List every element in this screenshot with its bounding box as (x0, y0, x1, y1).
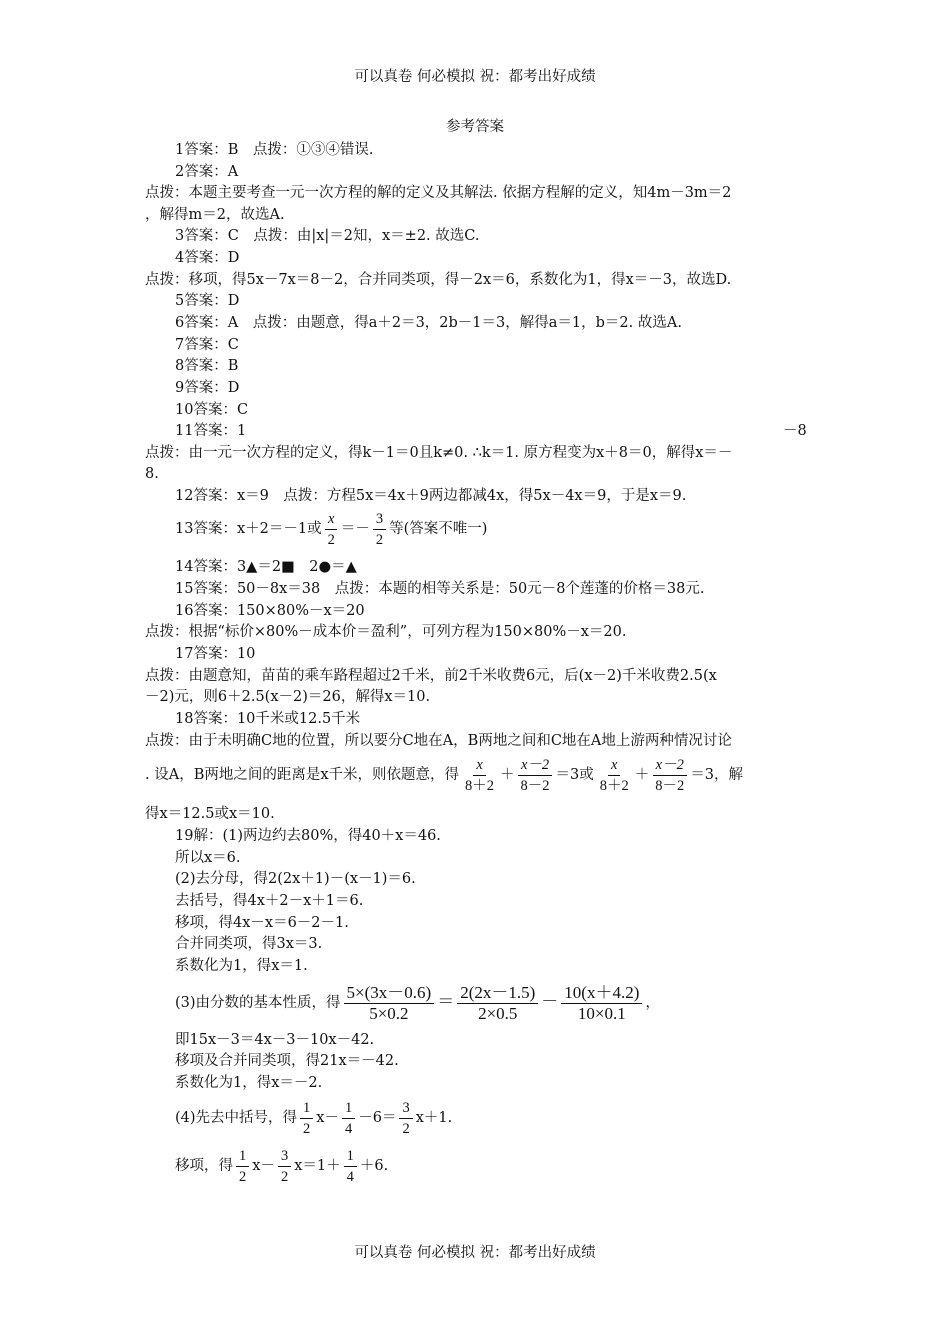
answer-3: 3答案：C 点拨：由|x|＝2知，x＝±2. 故选C. (175, 228, 480, 244)
hint-16: 点拨：根据“标价×80%－成本价＝盈利”，可列方程为150×80%－x＝20. (145, 624, 627, 640)
document-title: 参考答案 (446, 119, 504, 135)
hint-11-cont: 8. (145, 466, 159, 482)
answer-5: 5答案：D (175, 293, 240, 309)
answer-14: 14答案：3▲＝2■ 2●＝▲ (175, 559, 357, 575)
fraction: $\frac{1}{4}$ (342, 1099, 355, 1138)
answer-13: 13答案：x＋2＝－1或 $\frac{x}{2}$ ＝－ $\frac{3}{2}$ 等(答案不唯一) (175, 510, 488, 548)
answer-10: 10答案：C (175, 402, 249, 418)
solution-19-2-step: 移项，得4x－x＝6－2－1. (175, 915, 349, 931)
fraction: $\frac{5\times(3x-0.6)}{5\times 0.2}$ (344, 984, 435, 1023)
fraction: $\frac{x-2}{8-2}$ (518, 756, 553, 795)
answer-1: 1答案：B 点拨：①③④错误. (175, 142, 374, 158)
solution-19-2-result: 系数化为1，得x＝1. (175, 958, 308, 974)
answer-2: 2答案：A (175, 164, 239, 180)
solution-19-4: (4)先去中括号，得 $\frac{1}{2}$ x－ $\frac{1}{4}$ －6＝ $\frac{3}{2}$ x＋1. (175, 1099, 453, 1137)
answer-18: 18答案：10千米或12.5千米 (175, 711, 361, 727)
fraction: $\frac{3}{2}$ (373, 510, 386, 549)
solution-19-3: (3)由分数的基本性质，得 $\frac{5\times(3x-0.6)}{5\times 0.2}$ ＝ $\frac{2(2x-1.5)}{2\times 0.5}$ － $\frac{10(x+4.2)}{10\times 0.1}$ ， (175, 982, 660, 1023)
fraction: $\frac{1}{2}$ (300, 1099, 313, 1138)
solution-19-1-result: 所以x＝6. (175, 850, 241, 866)
solution-19-2: (2)去分母，得2(2x＋1)－(x－1)＝6. (175, 871, 416, 887)
hint-17: 点拨：由题意知，苗苗的乘车路程超过2千米，前2千米收费6元，后(x－2)千米收费2.5(x (145, 668, 717, 684)
fraction: $\frac{1}{4}$ (344, 1147, 357, 1186)
hint-18-result: 得x＝12.5或x＝10. (145, 806, 275, 822)
answer-17: 17答案：10 (175, 646, 256, 662)
hint-18: 点拨：由于未明确C地的位置，所以要分C地在A，B两地之间和C地在A地上游两种情况讨论 (145, 733, 732, 749)
answer-4: 4答案：D (175, 250, 240, 266)
hint-18-equation: . 设A，B两地之间的距离是x千米，则依题意，得 $\frac{x}{8+2}$ ＋ $\frac{x-2}{8-2}$ ＝3或 $\frac{x}{8+2}$ ＋ $\frac{x-2}{8-2}$ ＝3，解 (145, 756, 743, 794)
answer-13-text: 13答案：x＋2＝－1或 (175, 521, 322, 537)
answer-11: 11答案：1 (175, 423, 247, 439)
answer-16: 16答案：150×80%－x＝20 (175, 603, 365, 619)
answer-7: 7答案：C (175, 337, 239, 353)
hint-11: 点拨：由一元一次方程的定义，得k－1＝0且k≠0. ∴k＝1. 原方程变为x＋8＝0，解得x＝－ (145, 445, 733, 461)
solution-19-3-result: 系数化为1，得x＝－2. (175, 1075, 323, 1091)
answer-6: 6答案：A 点拨：由题意，得a＋2＝3，2b－1＝3，解得a＝1，b＝2. 故选A. (175, 315, 682, 331)
answer-15: 15答案：50－8x＝38 点拨：本题的相等关系是：50元－8个莲蓬的价格＝38元. (175, 581, 705, 597)
fraction: $\frac{2(2x-1.5)}{2\times 0.5}$ (457, 984, 538, 1023)
fraction: $\frac{x}{8+2}$ (465, 756, 495, 794)
fraction: $\frac{10(x+4.2)}{10\times 0.1}$ (561, 984, 642, 1023)
page-header: 可以真卷 何必模拟 祝：都考出好成绩 (354, 69, 596, 85)
fraction: $\frac{x}{8+2}$ (599, 756, 629, 794)
hint-2: 点拨：本题主要考查一元一次方程的解的定义及其解法. 依据方程解的定义，知4m－3m＝2 (145, 185, 732, 201)
solution-19-1: 19解：(1)两边约去80%，得40＋x＝46. (175, 828, 441, 844)
solution-19-3-step: 移项及合并同类项，得21x＝－42. (175, 1053, 399, 1069)
solution-19-4-step: 移项，得 $\frac{1}{2}$ x－ $\frac{3}{2}$ x＝1＋ $\frac{1}{4}$ ＋6. (175, 1147, 389, 1185)
fraction: $\frac{3}{2}$ (399, 1099, 412, 1138)
fraction: $\frac{3}{2}$ (278, 1147, 291, 1186)
fraction: $\frac{x-2}{8-2}$ (652, 756, 687, 795)
fraction: $\frac{x}{2}$ (325, 510, 338, 549)
answer-8: 8答案：B (175, 358, 239, 374)
answer-9: 9答案：D (175, 380, 240, 396)
page-footer: 可以真卷 何必模拟 祝：都考出好成绩 (354, 1245, 596, 1261)
hint-17-cont: －2)元，则6＋2.5(x－2)＝26，解得x＝10. (145, 689, 431, 705)
solution-19-2-step: 去括号，得4x＋2－x＋1＝6. (175, 893, 364, 909)
hint-2-cont: ，解得m＝2，故选A. (145, 207, 285, 223)
answer-12: 12答案：x＝9 点拨：方程5x＝4x＋9两边都减4x，得5x－4x＝9，于是x＝9. (175, 488, 687, 504)
answer-11-second: －8 (783, 423, 807, 439)
solution-19-3-step: 即15x－3＝4x－3－10x－42. (175, 1032, 375, 1048)
hint-4: 点拨：移项，得5x－7x＝8－2，合并同类项，得－2x＝6，系数化为1，得x＝－3，故选D. (145, 272, 732, 288)
fraction: $\frac{1}{2}$ (236, 1147, 249, 1186)
solution-19-2-step: 合并同类项，得3x＝3. (175, 936, 323, 952)
